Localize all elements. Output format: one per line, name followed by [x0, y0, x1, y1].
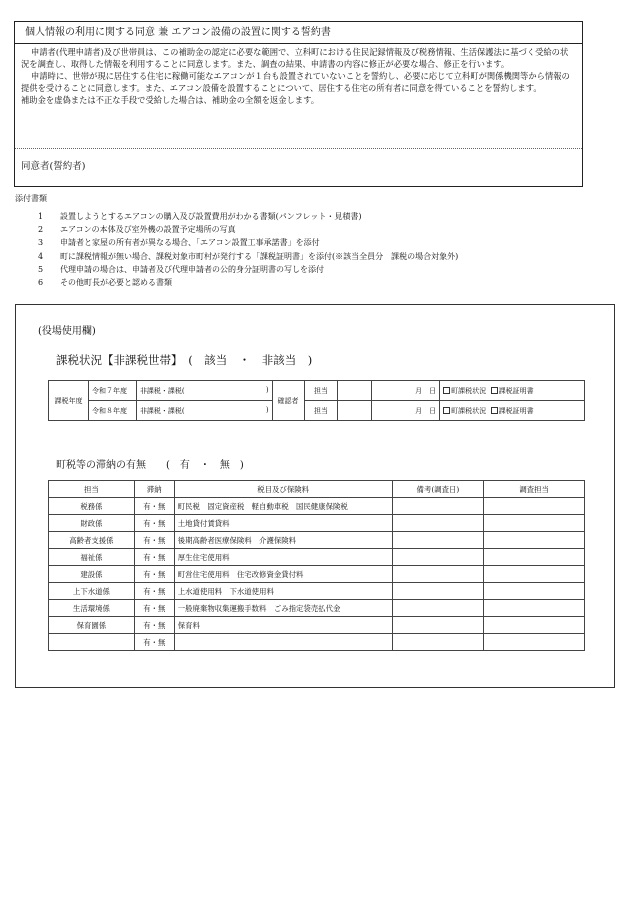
attachment-item: 6 その他町長が必要と認める書類: [38, 278, 172, 288]
table-row: 生活環境係 有・無 一般廃棄物収集運搬手数料 ごみ指定袋売払代金: [49, 600, 585, 617]
tax-status-table: [48, 380, 585, 421]
consent-paragraph-3: 補助金を虚偽または不正な手段で受給した場合は、補助金の全額を返金します。: [21, 95, 320, 106]
tax-year-cell: 令和７年度: [88, 381, 136, 401]
dues-heading: 町税等の滞納の有無 ( 有 ・ 無 ): [56, 460, 244, 471]
tax-year-cell: 令和８年度: [88, 401, 136, 421]
tax-year-label: 課税年度: [49, 381, 89, 421]
attachment-item: 2 エアコンの本体及び室外機の設置予定場所の写真: [38, 225, 236, 235]
attachment-item: 4 町に課税情報が無い場合、課税対象市町村が発行する「課税証明書」を添付(※該当全員分 課税の場合対象外): [38, 251, 459, 261]
table-row: 有・無: [49, 634, 585, 651]
tax-status-cell[interactable]: 非課税・課税( ): [136, 381, 272, 401]
checkbox[interactable]: [491, 387, 498, 394]
office-use-label: (役場使用欄): [38, 326, 96, 337]
table-row: 福祉係 有・無 厚生住宅使用料: [49, 549, 585, 566]
checkbox[interactable]: [491, 407, 498, 414]
tanto-label: 担当: [304, 381, 338, 401]
tanto-cell[interactable]: [338, 381, 372, 401]
table-row: 上下水道係 有・無 上水道使用料 下水道使用料: [49, 583, 585, 600]
tanto-cell[interactable]: [338, 401, 372, 421]
consent-box: [14, 21, 583, 187]
date-cell[interactable]: 月 日: [372, 401, 440, 421]
attachments-heading: 添付書類: [15, 194, 47, 203]
office-use-box: [15, 304, 615, 688]
table-row: 建設係 有・無 町営住宅使用料 住宅改修資金貸付料: [49, 566, 585, 583]
date-cell[interactable]: 月 日: [372, 381, 440, 401]
check-cell: 町課税状況 課税証明書: [440, 381, 585, 401]
consent-paragraph-2: 申請時に、世帯が現に居住する住宅に稼働可能なエアコンが１台も設置されていないことを誓約し、必要に応じて立科町が関係機関等から情報の提供を受けることに同意します。また、エアコン設備を設置することについて、居住する住宅の所有者に同意を得ていることを誓約します。: [21, 71, 570, 94]
table-row: 高齢者支援係 有・無 後期高齢者医療保険料 介護保険料: [49, 532, 585, 549]
tax-status-heading: 課税状況【非課税世帯】 ( 該当 ・ 非該当 ): [56, 353, 313, 367]
consent-title: 個人情報の利用に関する同意 兼 エアコン設備の設置に関する誓約書: [15, 22, 582, 44]
attachment-item: 3 申請者と家屋の所有者が異なる場合、「エアコン設置工事承諾書」を添付: [38, 238, 320, 248]
table-row: 税務係 有・無 町民税 固定資産税 軽自動車税 国民健康保険税: [49, 498, 585, 515]
confirmer-label: 確認者: [272, 381, 304, 421]
check-cell: 町課税状況 課税証明書: [440, 401, 585, 421]
tanto-label: 担当: [304, 401, 338, 421]
consent-divider: [15, 148, 582, 149]
checkbox[interactable]: [443, 407, 450, 414]
checkbox[interactable]: [443, 387, 450, 394]
tax-status-cell[interactable]: 非課税・課税( ): [136, 401, 272, 421]
attachments-list: [38, 210, 458, 289]
consent-paragraph-1: 申請者(代理申請者)及び世帯員は、この補助金の認定に必要な範囲で、立科町における住民記録情報及び税務情報、生活保護法に基づく受給の状況を調査し、取得した情報を利用することに同意します。また、調査の結果、申請書の内容に修正が必要な場合、修正を行います。: [21, 47, 569, 70]
signer-label: 同意者(誓約者): [21, 161, 86, 172]
dues-table: [48, 480, 585, 651]
attachment-item: 5 代理申請の場合は、申請者及び代理申請者の公的身分証明書の写しを添付: [38, 264, 324, 274]
consent-body: [21, 46, 576, 106]
table-row: 財政係 有・無 土地貸付賃貸料: [49, 515, 585, 532]
table-row: 保育園係 有・無 保育料: [49, 617, 585, 634]
table-header-row: 担当 滞納 税目及び保険料 備考(調査日) 調査担当: [49, 481, 585, 498]
attachment-item: 1 設置しようとするエアコンの購入及び設置費用がわかる書類(パンフレット・見積書): [38, 212, 362, 221]
